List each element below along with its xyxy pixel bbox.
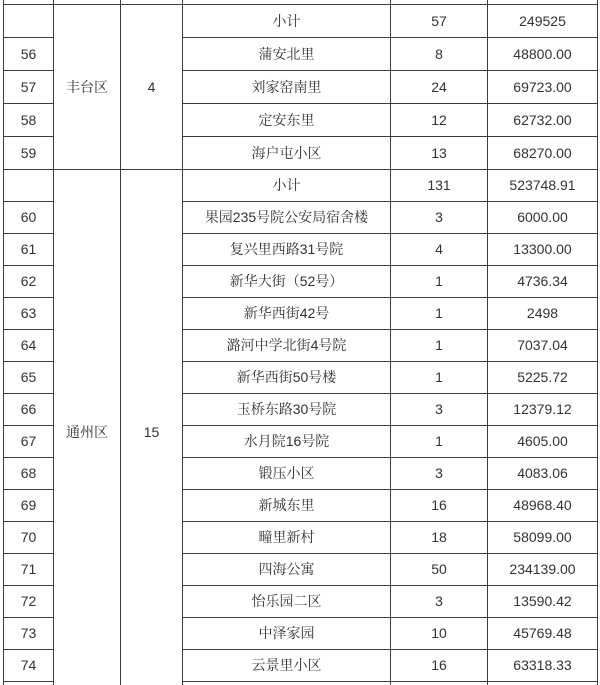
row-number-cell: 68 bbox=[4, 457, 54, 489]
row-number-cell: 72 bbox=[4, 585, 54, 617]
community-name-cell: 海户屯小区 bbox=[183, 136, 391, 169]
subtotal-amount-cell: 249525 bbox=[488, 4, 598, 37]
unit-count-cell: 3 bbox=[391, 201, 488, 233]
district-cell: 通州区 bbox=[54, 169, 121, 685]
row-number-cell: 67 bbox=[4, 425, 54, 457]
unit-count-cell: 12 bbox=[391, 103, 488, 136]
amount-cell: 45769.48 bbox=[488, 617, 598, 649]
amount-cell: 58099.00 bbox=[488, 521, 598, 553]
unit-count-cell: 3 bbox=[391, 393, 488, 425]
unit-count-cell: 1 bbox=[391, 329, 488, 361]
amount-cell bbox=[488, 681, 598, 685]
subtotal-units-cell: 57 bbox=[391, 4, 488, 37]
community-name-cell bbox=[183, 681, 391, 685]
community-name-cell: 蒲安北里 bbox=[183, 37, 391, 70]
row-number-cell: 56 bbox=[4, 37, 54, 70]
unit-count-cell: 10 bbox=[391, 617, 488, 649]
community-name-cell: 新华西街50号楼 bbox=[183, 361, 391, 393]
row-number-cell: 58 bbox=[4, 103, 54, 136]
unit-count-cell: 16 bbox=[391, 489, 488, 521]
amount-cell: 4605.00 bbox=[488, 425, 598, 457]
amount-cell: 234139.00 bbox=[488, 553, 598, 585]
unit-count-cell: 4 bbox=[391, 233, 488, 265]
amount-cell: 6000.00 bbox=[488, 201, 598, 233]
unit-count-cell: 50 bbox=[391, 553, 488, 585]
unit-count-cell: 1 bbox=[391, 361, 488, 393]
unit-count-cell bbox=[391, 681, 488, 685]
row-number-cell bbox=[4, 169, 54, 201]
community-name-cell: 疃里新村 bbox=[183, 521, 391, 553]
unit-count-cell: 1 bbox=[391, 297, 488, 329]
unit-count-cell: 8 bbox=[391, 37, 488, 70]
district-cell: 丰台区 bbox=[54, 4, 121, 169]
district-community-table bbox=[3, 0, 598, 685]
amount-cell: 7037.04 bbox=[488, 329, 598, 361]
subtotal-row bbox=[4, 4, 598, 37]
unit-count-cell: 3 bbox=[391, 457, 488, 489]
row-number-cell: 65 bbox=[4, 361, 54, 393]
district-count-cell: 4 bbox=[121, 4, 183, 169]
community-name-cell: 玉桥东路30号院 bbox=[183, 393, 391, 425]
amount-cell: 48800.00 bbox=[488, 37, 598, 70]
community-name-cell: 云景里小区 bbox=[183, 649, 391, 681]
community-name-cell: 水月院16号院 bbox=[183, 425, 391, 457]
row-number-cell: 66 bbox=[4, 393, 54, 425]
row-number-cell: 74 bbox=[4, 649, 54, 681]
amount-cell: 62732.00 bbox=[488, 103, 598, 136]
community-name-cell: 果园235号院公安局宿舍楼 bbox=[183, 201, 391, 233]
amount-cell: 69723.00 bbox=[488, 70, 598, 103]
community-name-cell: 新城东里 bbox=[183, 489, 391, 521]
amount-cell: 48968.40 bbox=[488, 489, 598, 521]
unit-count-cell: 18 bbox=[391, 521, 488, 553]
row-number-cell: 62 bbox=[4, 265, 54, 297]
subtotal-units-cell: 131 bbox=[391, 169, 488, 201]
district-count-cell: 15 bbox=[121, 169, 183, 685]
community-name-cell: 定安东里 bbox=[183, 103, 391, 136]
row-number-cell: 71 bbox=[4, 553, 54, 585]
unit-count-cell: 1 bbox=[391, 265, 488, 297]
community-name-cell: 锻压小区 bbox=[183, 457, 391, 489]
row-number-cell: 57 bbox=[4, 70, 54, 103]
row-number-cell: 64 bbox=[4, 329, 54, 361]
row-number-cell: 63 bbox=[4, 297, 54, 329]
amount-cell: 13300.00 bbox=[488, 233, 598, 265]
subtotal-label-cell: 小计 bbox=[183, 169, 391, 201]
unit-count-cell: 13 bbox=[391, 136, 488, 169]
row-number-cell: 69 bbox=[4, 489, 54, 521]
amount-cell: 2498 bbox=[488, 297, 598, 329]
amount-cell: 4083.06 bbox=[488, 457, 598, 489]
unit-count-cell: 3 bbox=[391, 585, 488, 617]
amount-cell: 13590.42 bbox=[488, 585, 598, 617]
row-number-cell bbox=[4, 4, 54, 37]
row-number-cell: 61 bbox=[4, 233, 54, 265]
row-number-cell: 73 bbox=[4, 617, 54, 649]
unit-count-cell: 16 bbox=[391, 649, 488, 681]
row-number-cell: 60 bbox=[4, 201, 54, 233]
row-number-cell bbox=[4, 681, 54, 685]
community-name-cell: 四海公寓 bbox=[183, 553, 391, 585]
row-number-cell: 70 bbox=[4, 521, 54, 553]
row-number-cell: 59 bbox=[4, 136, 54, 169]
amount-cell: 4736.34 bbox=[488, 265, 598, 297]
community-name-cell: 怡乐园二区 bbox=[183, 585, 391, 617]
amount-cell: 5225.72 bbox=[488, 361, 598, 393]
unit-count-cell: 1 bbox=[391, 425, 488, 457]
subtotal-row bbox=[4, 169, 598, 201]
community-name-cell: 潞河中学北街4号院 bbox=[183, 329, 391, 361]
community-name-cell: 中泽家园 bbox=[183, 617, 391, 649]
subtotal-amount-cell: 523748.91 bbox=[488, 169, 598, 201]
amount-cell: 12379.12 bbox=[488, 393, 598, 425]
unit-count-cell: 24 bbox=[391, 70, 488, 103]
community-name-cell: 复兴里西路31号院 bbox=[183, 233, 391, 265]
amount-cell: 63318.33 bbox=[488, 649, 598, 681]
subtotal-label-cell: 小计 bbox=[183, 4, 391, 37]
community-name-cell: 刘家窑南里 bbox=[183, 70, 391, 103]
community-name-cell: 新华西街42号 bbox=[183, 297, 391, 329]
amount-cell: 68270.00 bbox=[488, 136, 598, 169]
community-name-cell: 新华大街（52号） bbox=[183, 265, 391, 297]
